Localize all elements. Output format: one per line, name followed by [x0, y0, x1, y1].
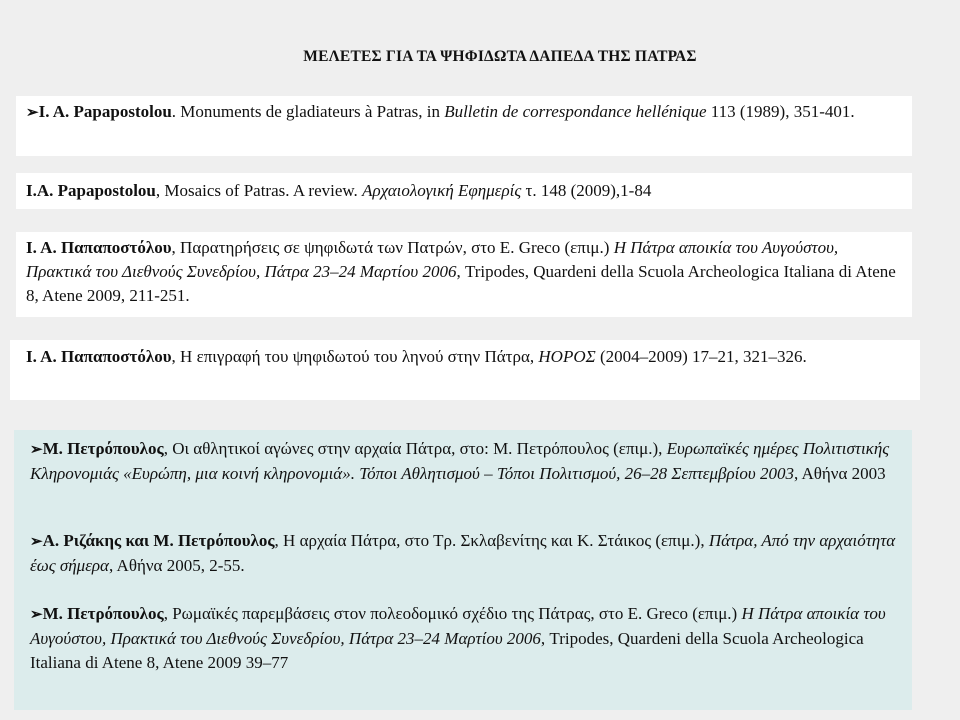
reference-italic: Bulletin de correspondance hellénique: [444, 102, 707, 121]
reference-author: I. A. Παπαποστόλου: [26, 238, 172, 257]
reference-italic: Η Πάτρα αποικία του Αυγούστου, Πρακτικά του Διεθνούς Συνεδρίου, Πάτρα 23–24 Μαρτίου 2006: [30, 604, 886, 648]
reference-entry: [30, 437, 904, 486]
reference-text: . Monuments de gladiateurs à Patras, in: [171, 102, 445, 121]
page-title: ΜΕΛΕΤΕΣ ΓΙΑ ΤΑ ΨΗΦΙΔΩΤΑ ΔΑΠΕΔΑ ΤΗΣ ΠΑΤΡΑΣ: [303, 48, 697, 65]
reference-text: , Ρωμαϊκές παρεμβάσεις στον πολεοδομικό σχέδιο της Πάτρας, στο E. Greco (επιμ.): [163, 604, 742, 623]
reference-box: [16, 173, 912, 209]
reference-entry: [30, 529, 904, 578]
reference-author: Μ. Πετρόπουλος: [42, 604, 164, 623]
reference-box: [16, 96, 912, 156]
references-panel: [14, 430, 912, 710]
reference-italic: ΗΟΡΟΣ: [538, 347, 596, 366]
reference-author: I.A. Papapostolou: [26, 181, 156, 200]
reference-text: , Οι αθλητικοί αγώνες στην αρχαία Πάτρα, στο: Μ. Πετρόπουλος (επιμ.),: [163, 439, 667, 458]
reference-text: , Η αρχαία Πάτρα, στο Τρ. Σκλαβενίτης και Κ. Στάικος (επιμ.),: [274, 531, 709, 550]
reference-text: , Αθήνα 2003: [793, 464, 886, 483]
reference-author: Μ. Πετρόπουλος: [42, 439, 164, 458]
reference-text: τ. 148 (2009),1-84: [521, 181, 652, 200]
reference-text: , Tripodes, Quardeni della Scuola Archeologica Italiana di Atene 8, Atene 2009, 211-251.: [26, 262, 896, 305]
reference-text: , Mosaics of Patras. A review.: [155, 181, 363, 200]
reference-author: Α. Ριζάκης και Μ. Πετρόπουλος: [42, 531, 275, 550]
reference-italic: Η Πάτρα αποικία του Αυγούστου, Πρακτικά του Διεθνούς Συνεδρίου, Πάτρα 23–24 Μαρτίου 2006: [26, 238, 839, 281]
reference-text: , Tripodes, Quardeni della Scuola Archeologica Italiana di Atene 8, Atene 2009 39–77: [30, 629, 864, 672]
reference-author: I. A. Papapostolou: [38, 102, 172, 121]
reference-text: , Η επιγραφή του ψηφιδωτού του ληνού στην Πάτρα,: [171, 347, 539, 366]
arrow-bullet-icon: ➢: [26, 105, 39, 121]
reference-entry: [30, 602, 904, 675]
reference-author: I. A. Παπαποστόλου: [26, 347, 172, 366]
reference-entry: [26, 100, 902, 125]
reference-box: [16, 232, 912, 317]
reference-italic: Πάτρα, Από την αρχαιότητα έως σήμερα: [30, 531, 896, 575]
arrow-bullet-icon: ➢: [30, 534, 43, 550]
reference-text: (2004–2009) 17–21, 321–326.: [595, 347, 807, 366]
arrow-bullet-icon: ➢: [30, 607, 43, 623]
reference-italic: Ευρωπαϊκές ημέρες Πολιτιστικής Κληρονομιάς «Ευρώπη, μια κοινή κληρονομιά». Τόποι Αθλητισμού – Τόποι Πολιτισμού, 26–28 Σεπτεμβρίου 2003: [30, 439, 890, 483]
reference-text: , Παρατηρήσεις σε ψηφιδωτά των Πατρών, στο E. Greco (επιμ.): [171, 238, 614, 257]
reference-box: [10, 340, 920, 400]
reference-entry: [26, 345, 906, 369]
reference-text: 113 (1989), 351-401.: [706, 102, 855, 121]
reference-entry: [26, 236, 902, 308]
reference-entry: [26, 179, 902, 203]
reference-italic: Αρχαιολογική Εφημερίς: [362, 181, 522, 200]
arrow-bullet-icon: ➢: [30, 442, 43, 458]
reference-text: , Αθήνα 2005, 2-55.: [108, 556, 245, 575]
